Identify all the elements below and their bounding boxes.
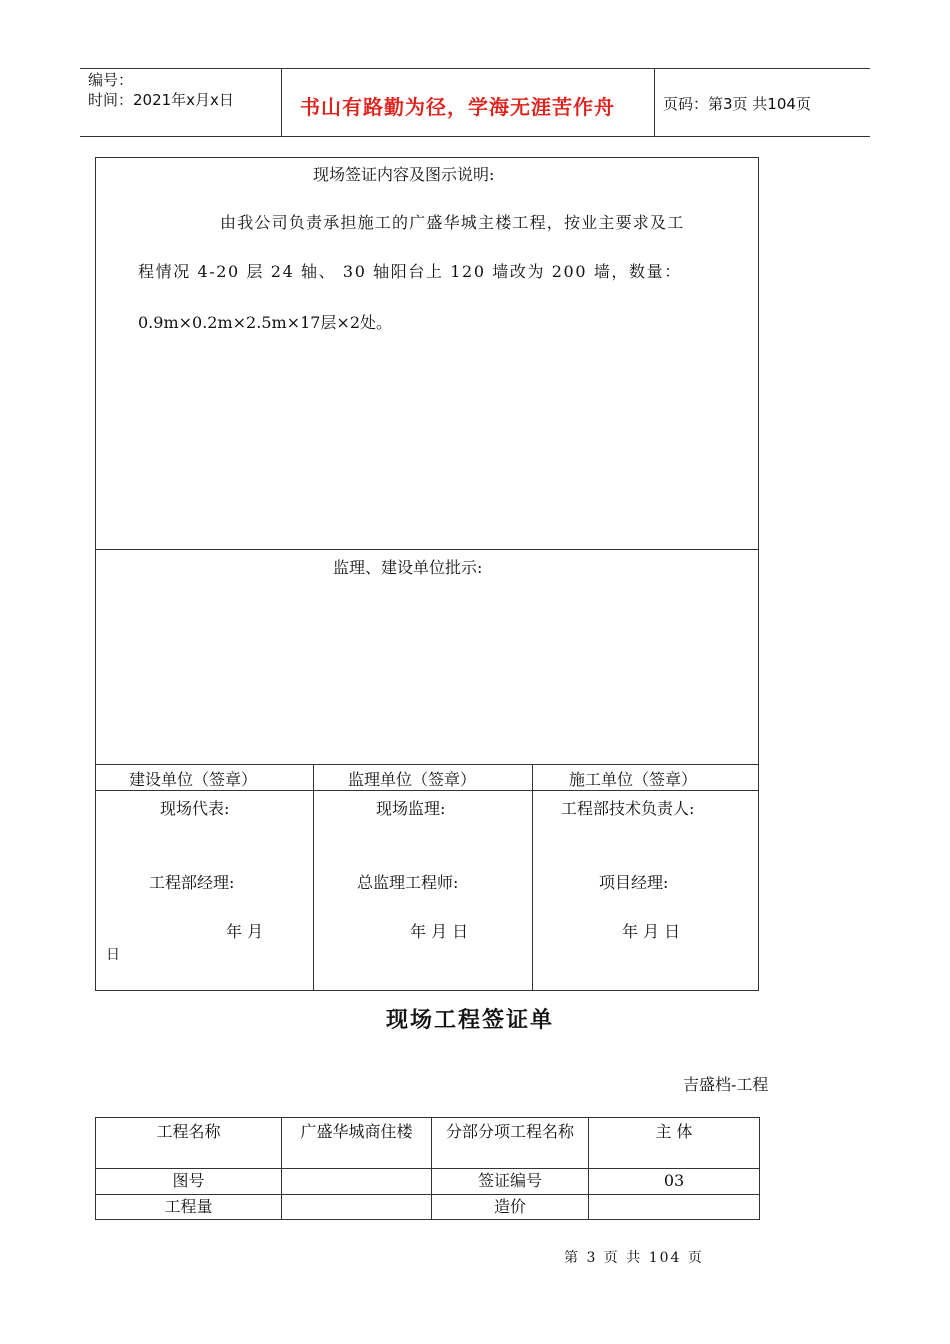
content-line-2: 程情况 4-20 层 24 轴、 30 轴阳台上 120 墙改为 200 墙，数量： — [138, 262, 682, 281]
content-line-1: 由我公司负责承担施工的广盛华城主楼工程，按业主要求及工 — [220, 213, 685, 232]
rule-col-2 — [532, 764, 533, 991]
rule-unit-row-bottom — [95, 790, 759, 791]
unit-supervisor: 监理单位（签章） — [348, 770, 477, 789]
supervisor-date: 年 月 日 — [410, 922, 469, 941]
header-divider-right — [654, 68, 655, 136]
content-heading: 现场签证内容及图示说明: — [313, 165, 495, 184]
cell-cost-label: 造价 — [432, 1195, 589, 1220]
unit-contractor: 施工单位（签章） — [569, 770, 698, 789]
unit-owner: 建设单位（签章） — [129, 770, 258, 789]
header-number-label: 编号： — [88, 71, 134, 89]
table-row — [96, 1195, 760, 1220]
header-divider-left — [281, 68, 282, 136]
cell-cost-value — [589, 1195, 760, 1220]
header-date: 时间：2021年x月x日 — [88, 91, 234, 109]
cell-quantity-label: 工程量 — [96, 1195, 282, 1220]
rule-content-bottom — [95, 549, 759, 550]
cell-subproject-label: 分部分项工程名称 — [432, 1118, 589, 1169]
owner-date-ym: 年 月 — [226, 922, 264, 941]
header-page-info: 页码：第3页 共104页 — [663, 95, 811, 113]
cell-subproject-value: 主 体 — [589, 1118, 760, 1169]
owner-date-d: 日 — [106, 947, 120, 963]
contractor-rep-label: 工程部技术负责人: — [561, 799, 695, 818]
header-bottom-rule — [80, 136, 870, 137]
rule-col-1 — [313, 764, 314, 991]
approval-heading: 监理、建设单位批示: — [333, 558, 483, 577]
cell-quantity-value — [282, 1195, 432, 1220]
document-title: 现场工程签证单 — [386, 1007, 555, 1033]
footer-page-number: 第 3 页 共 104 页 — [564, 1250, 704, 1266]
owner-manager-label: 工程部经理: — [149, 873, 235, 892]
archive-label: 吉盛档-工程 — [683, 1075, 769, 1094]
cell-drawing-no-label: 图号 — [96, 1169, 282, 1195]
cell-project-name-label: 工程名称 — [96, 1118, 282, 1169]
table-row — [96, 1118, 760, 1169]
rule-approval-bottom — [95, 764, 759, 765]
supervisor-manager-label: 总监理工程师: — [357, 873, 459, 892]
contractor-date: 年 月 日 — [622, 922, 681, 941]
header-top-rule — [80, 68, 870, 69]
supervisor-rep-label: 现场监理: — [376, 799, 446, 818]
cell-project-name-value: 广盛华城商住楼 — [282, 1118, 432, 1169]
cell-visa-no-label: 签证编号 — [432, 1169, 589, 1195]
owner-rep-label: 现场代表: — [160, 799, 230, 818]
header-motto: 书山有路勤为径，学海无涯苦作舟 — [300, 95, 615, 119]
cell-visa-no-value: 03 — [589, 1169, 760, 1195]
content-line-3: 0.9m×0.2m×2.5m×17层×2处。 — [138, 313, 393, 332]
contractor-manager-label: 项目经理: — [599, 873, 669, 892]
cell-drawing-no-value — [282, 1169, 432, 1195]
table-row — [96, 1169, 760, 1195]
project-info-table — [95, 1117, 760, 1220]
